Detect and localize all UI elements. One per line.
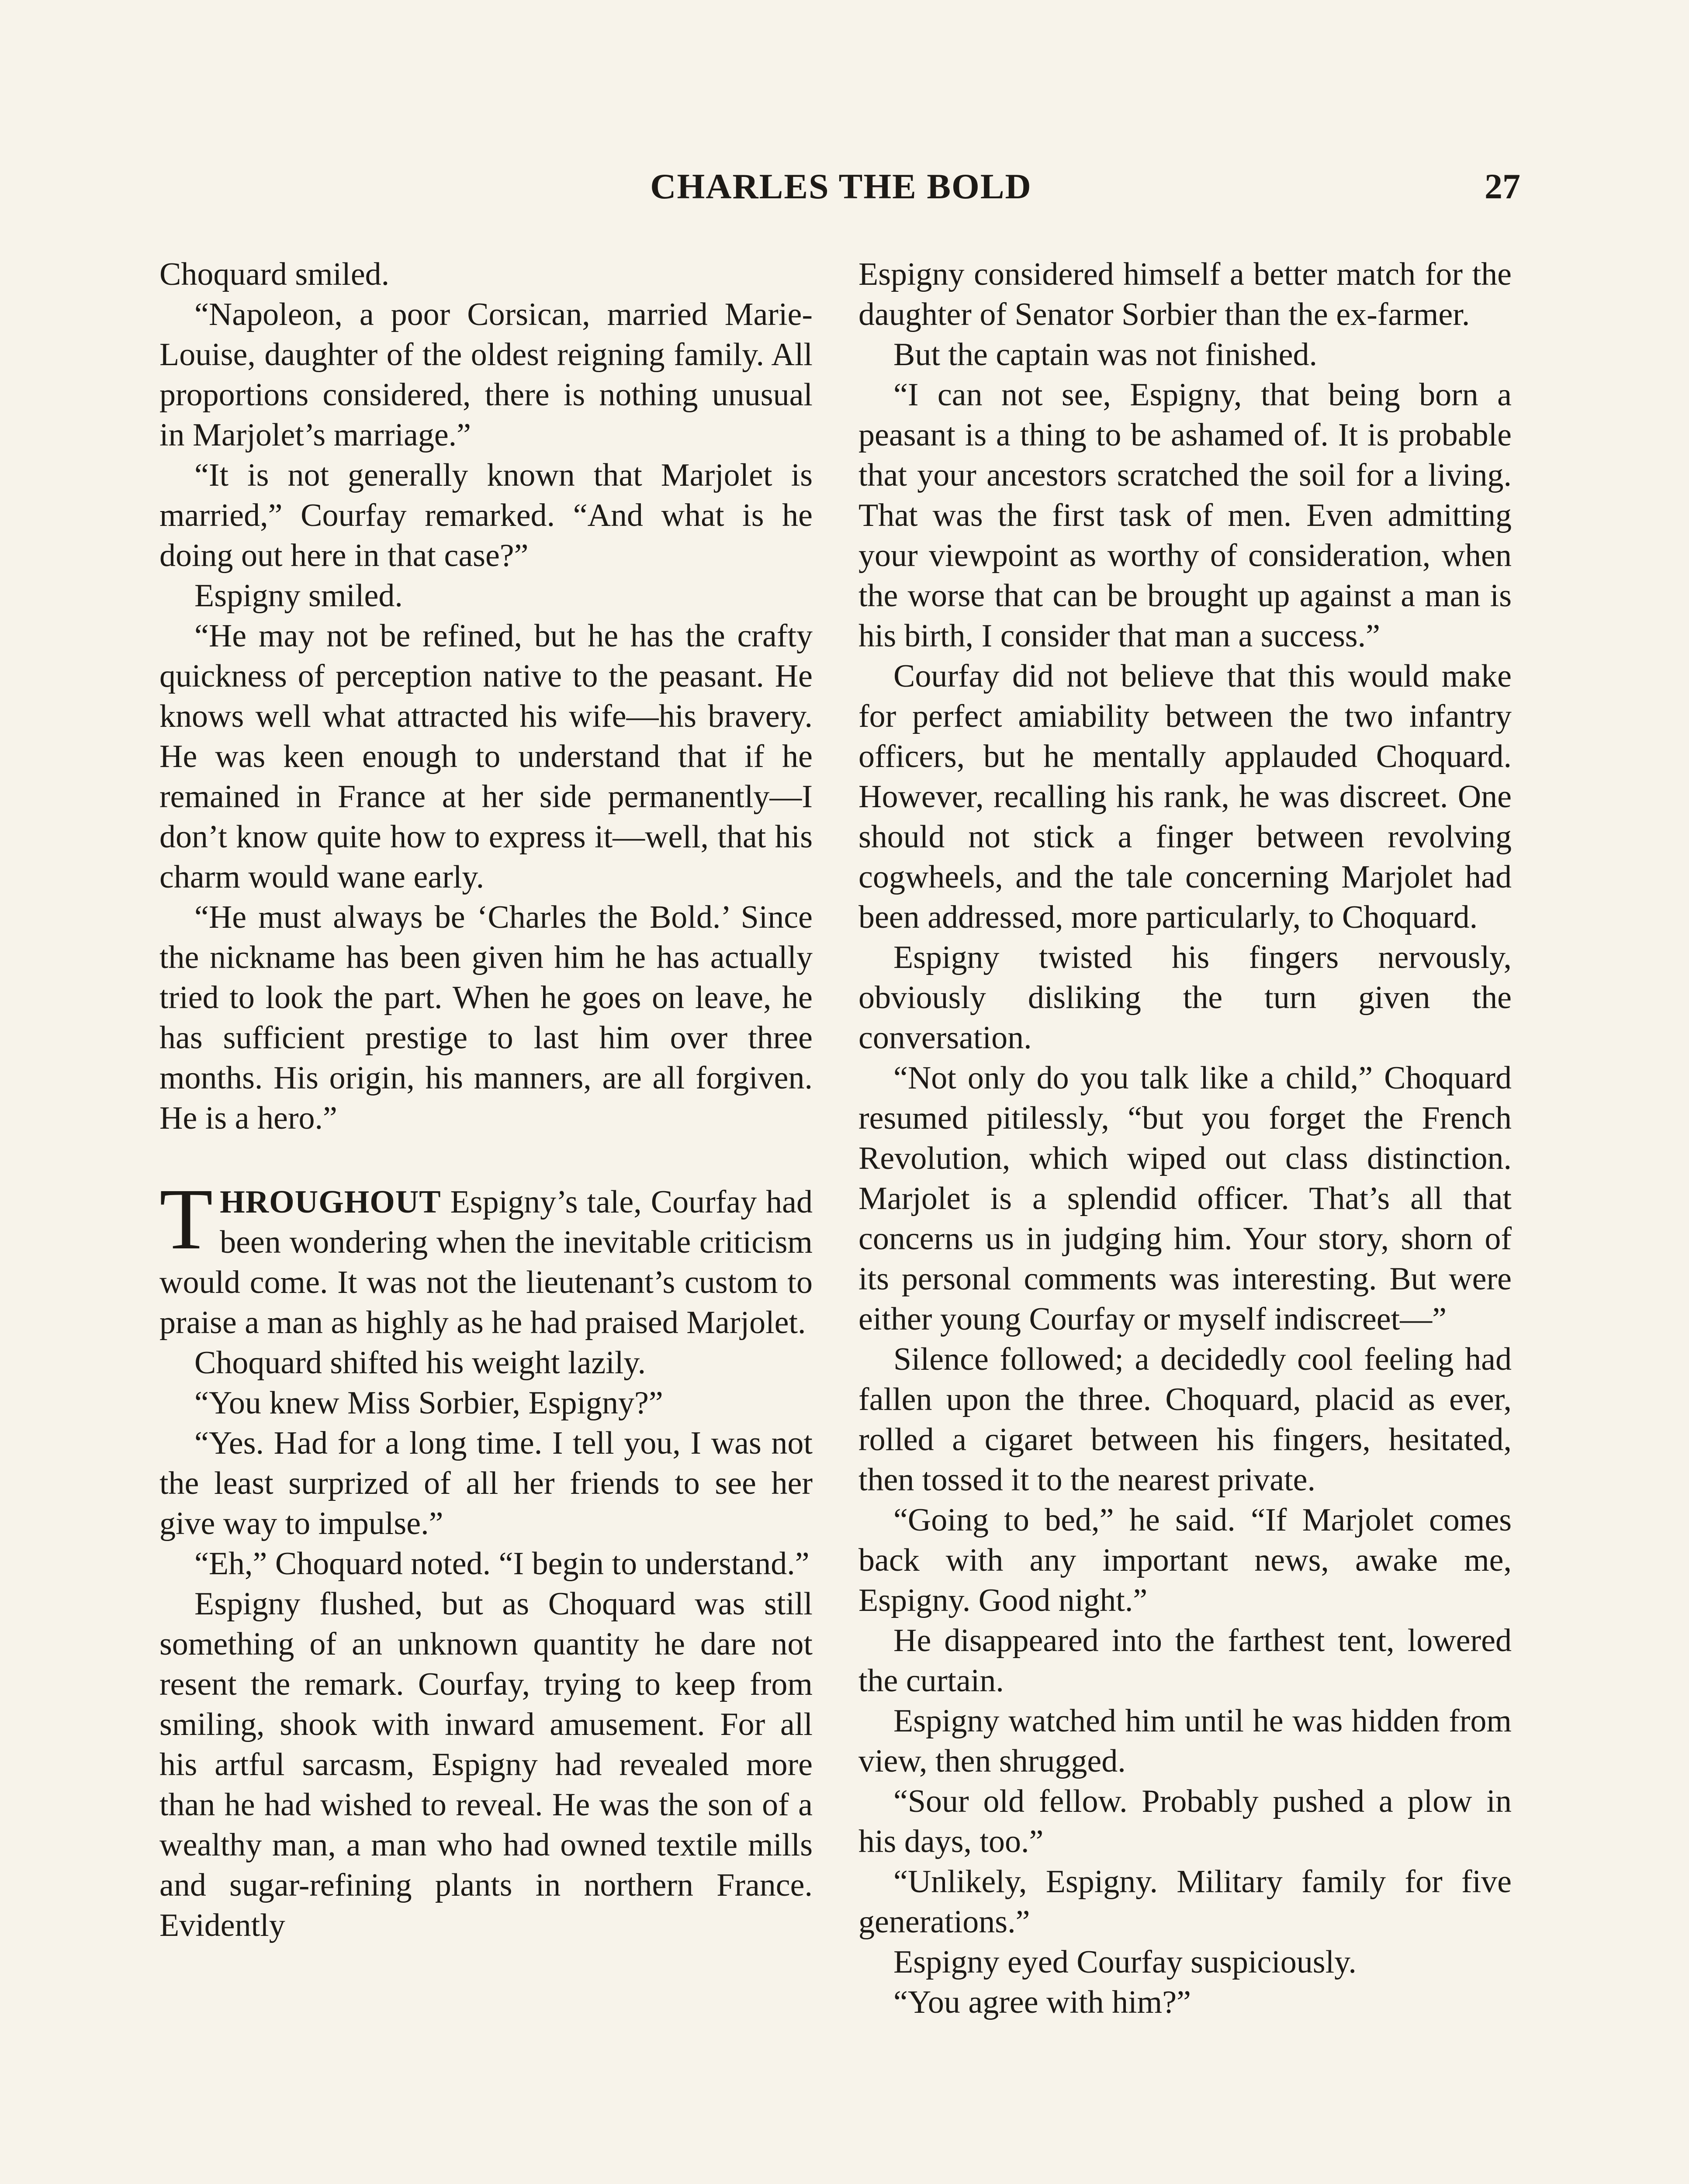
paragraph: He disappeared into the farthest tent, lowered the curtain. — [858, 1623, 1512, 1699]
paragraph: Espigny flushed, but as Choquard was still something of an unknown quantity he dare not resent the remark. Courfay, trying to keep from smiling, shook with inward amusement. For all his artful sarcasm, Espigny had revealed more than he had wished to reveal. He was the son of a wealthy man, a man who had owned textile mills and sugar-refining plants in northern France. Evidently — [159, 1586, 813, 1943]
page-number: 27 — [1485, 166, 1520, 206]
paragraph: “Not only do you talk like a child,” Choquard resumed pitilessly, “but you forget the French Revolution, which wiped out class distinction. Marjolet is a splendid officer. That’s all that concerns us in judging him. Your story, shorn of its personal comments was interesting. But were either young Courfay or myself indiscreet—” — [858, 1060, 1512, 1337]
paragraph: “Sour old fellow. Probably pushed a plow in his days, too.” — [858, 1783, 1512, 1859]
paragraph: “You knew Miss Sorbier, Espigny?” — [194, 1385, 663, 1421]
paragraph: But the captain was not finished. — [893, 337, 1318, 373]
paragraph: Espigny twisted his fingers nervously, obviously disliking the turn given the conversation. — [858, 940, 1512, 1056]
section-start-paragraph — [159, 1171, 813, 1343]
paragraph: “It is not generally known that Marjolet is married,” Courfay remarked. “And what is he doing out here in that case?” — [159, 457, 813, 574]
paragraph: Espigny eyed Courfay suspiciously. — [893, 1944, 1357, 1980]
running-header — [162, 162, 1520, 211]
paragraph: “Unlikely, Espigny. Military family for five generations.” — [858, 1864, 1512, 1940]
drop-cap: T — [159, 1171, 213, 1268]
lead-in-word: HROUGHOUT — [220, 1184, 441, 1220]
paragraph: “He may not be refined, but he has the crafty quickness of perception native to the peasant. He knows well what attracted his wife—his bravery. He was keen enough to understand that if he remained in France at her side permanently—I don’t know quite how to express it—well, that his charm would wane early. — [159, 618, 813, 895]
paragraph: “Eh,” Choquard noted. “I begin to understand.” — [194, 1546, 810, 1582]
section-text: Espigny’s tale, Courfay had been wondering when the inevitable criticism would come. It was not the lieutenant’s custom to praise a man as highly as he had praised Marjolet. — [159, 1184, 813, 1341]
paragraph: “You agree with him?” — [893, 1984, 1191, 2020]
paragraph: “He must always be ‘Charles the Bold.’ Since the nickname has been given him he has actually tried to look the part. When he goes on leave, he has sufficient prestige to last him over three months. His origin, his manners, are all forgiven. He is a hero.” — [159, 899, 813, 1136]
right-column — [858, 254, 1512, 2022]
paragraph: Courfay did not believe that this would make for perfect amiability between the two infantry officers, but he mentally applauded Choquard. However, recalling his rank, he was discreet. One should not stick a finger between revolving cogwheels, and the tale concerning Marjolet had been addressed, more particularly, to Choquard. — [858, 658, 1512, 935]
left-column — [159, 254, 813, 1946]
paragraph: Espigny watched him until he was hidden from view, then shrugged. — [858, 1703, 1512, 1779]
paragraph: “I can not see, Espigny, that being born a peasant is a thing to be ashamed of. It is probable that your ancestors scratched the soil for a living. That was the first task of men. Even admitting your viewpoint as worthy of consideration, when the worse that can be brought up against a man is his birth, I consider that man a success.” — [858, 377, 1512, 654]
paragraph: Silence followed; a decidedly cool feeling had fallen upon the three. Choquard, placid as ever, rolled a cigaret between his fingers, hesitated, then tossed it to the nearest private. — [858, 1341, 1512, 1498]
paragraph: Choquard smiled. — [159, 256, 390, 292]
paragraph: Espigny smiled. — [194, 578, 403, 614]
running-title: CHARLES THE BOLD — [650, 166, 1032, 206]
paragraph: Choquard shifted his weight lazily. — [194, 1345, 646, 1381]
paragraph: “Yes. Had for a long time. I tell you, I was not the least surprized of all her friends to see her give way to impulse.” — [159, 1425, 813, 1541]
paragraph: Espigny considered himself a better match for the daughter of Senator Sorbier than the ex-farmer. — [858, 256, 1512, 332]
paragraph: “Napoleon, a poor Corsican, married Marie-Louise, daughter of the oldest reigning family. All proportions considered, there is nothing unusual in Marjolet’s marriage.” — [159, 297, 813, 453]
paragraph: “Going to bed,” he said. “If Marjolet comes back with any important news, awake me, Espigny. Good night.” — [858, 1502, 1512, 1618]
